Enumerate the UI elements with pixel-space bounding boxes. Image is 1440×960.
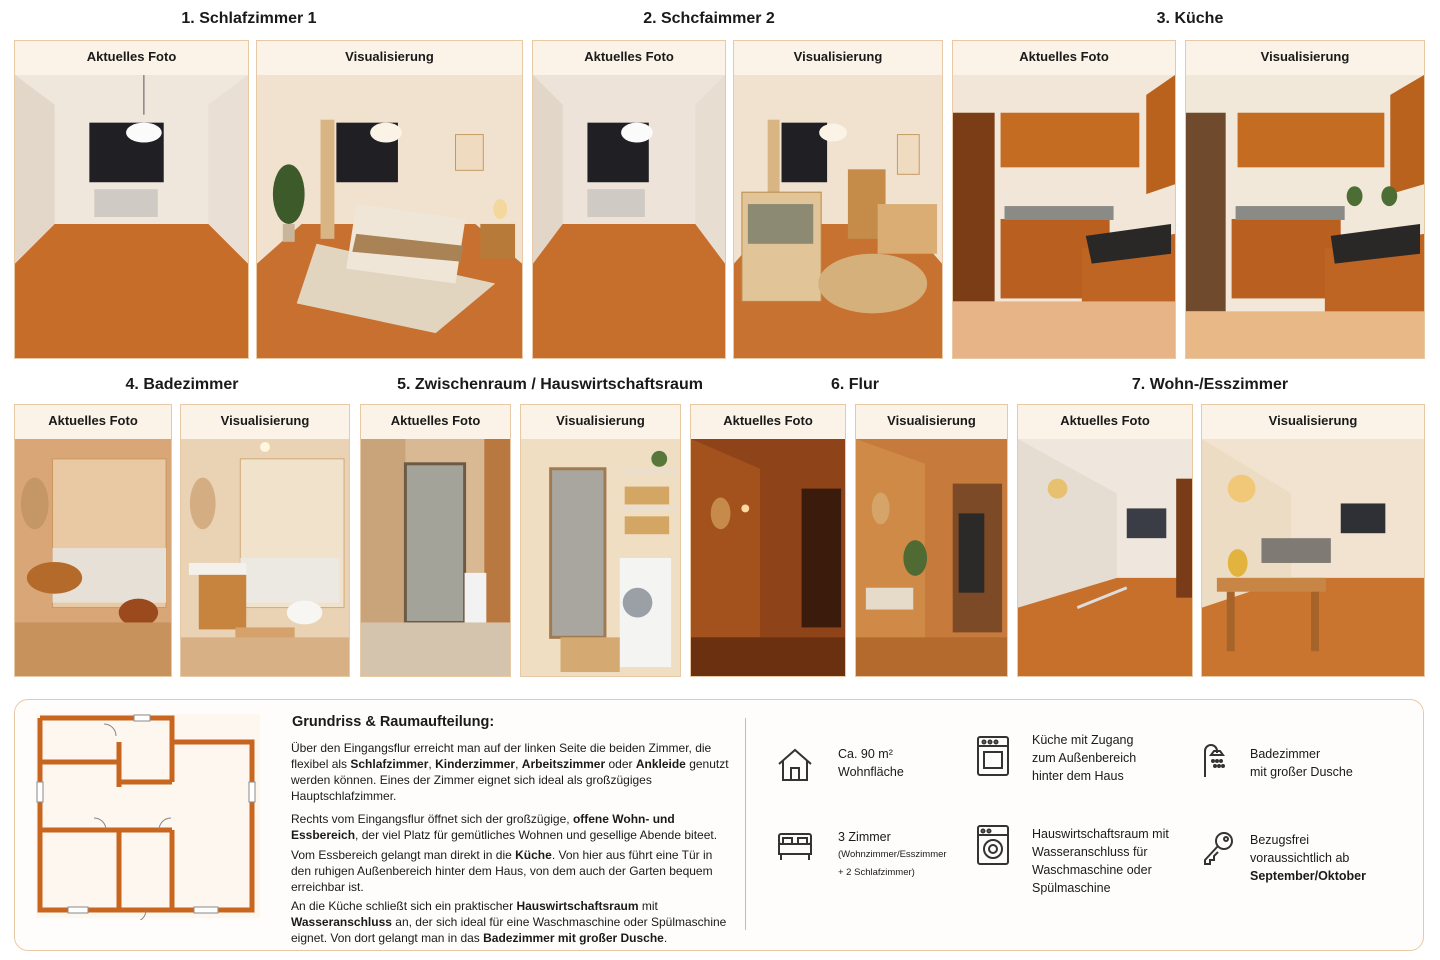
bathroom-actual-photo: [15, 439, 171, 676]
feature-rooms: [838, 828, 947, 882]
text-bold: Badezimmer mit großer Dusche: [483, 931, 664, 945]
feature-kitchen: [1032, 731, 1136, 785]
bedroom-2-visual-card[interactable]: [733, 40, 943, 359]
card-label-actual: Aktuelles Foto: [1060, 413, 1150, 428]
text-bold: Schlafzimmer: [350, 757, 429, 771]
card-label-visual: Visualisierung: [793, 49, 883, 64]
bedroom-1-visual-photo: [257, 75, 522, 358]
room-title-bathroom: 4. Badezimmer: [125, 376, 239, 393]
panel-divider: [745, 718, 746, 930]
utility-actual-card[interactable]: [360, 404, 511, 677]
card-label-visual: Visualisierung: [220, 413, 310, 428]
floor-plan-title: Grundriss & Raumaufteilung:: [292, 714, 495, 730]
feature-line: voraussichtlich ab: [1250, 851, 1350, 865]
room-title-bedroom-1: 1. Schlafzimmer 1: [181, 10, 317, 27]
text: .: [663, 931, 668, 945]
room-title-utility: 5. Zwischenraum / Hauswirtschaftsraum: [397, 376, 703, 393]
living-actual-photo: [1018, 439, 1192, 676]
feature-bathroom: [1250, 745, 1353, 781]
feature-line: Wasseranschluss für: [1032, 845, 1148, 859]
feature-line: Ca. 90 m²: [838, 747, 893, 761]
card-label-actual: Aktuelles Foto: [1019, 49, 1109, 64]
bathroom-actual-card[interactable]: [14, 404, 172, 677]
text-bold: Küche: [515, 848, 552, 862]
feature-line-small: + 2 Schlafzimmer): [838, 867, 915, 878]
feature-line: Badezimmer: [1250, 747, 1321, 761]
paragraph-rooms: [291, 740, 731, 804]
living-visual-card[interactable]: [1201, 404, 1425, 677]
text: . Von hier aus führt eine Tür in den ruhigen Außenbereich hinter dem Haus, von dem auch der Garten bequem erreichbar ist.: [291, 848, 713, 894]
card-label-visual: Visualisierung: [887, 413, 976, 428]
card-label-visual: Visualisierung: [1268, 413, 1358, 428]
key-icon: [1201, 830, 1235, 866]
card-label-visual: Visualisierung: [556, 413, 645, 428]
text-bold: offene Wohn- und Essbereich: [291, 812, 675, 842]
paragraph-kitchen: [291, 847, 731, 895]
card-label-actual: Aktuelles Foto: [723, 413, 813, 428]
kitchen-actual-photo: [953, 75, 1175, 358]
text: ,: [428, 757, 436, 771]
feature-line: Waschmaschine oder: [1032, 863, 1152, 877]
room-title-hallway: 6. Flur: [830, 376, 879, 393]
utility-actual-photo: [361, 439, 510, 676]
text: ,: [515, 757, 522, 771]
house-icon: [776, 747, 814, 783]
paragraph-utility: [291, 898, 731, 946]
text: an, der sich ideal für eine Waschmaschine oder Spülmaschine eignet. Von dort gelangt man in das: [291, 915, 727, 945]
text: genutzt werden können. Eines der Zimmer eignet sich ideal als großzügiges Hauptschlafzimmer.: [291, 757, 729, 803]
hallway-visual-photo: [856, 439, 1007, 676]
feature-line: Bezugsfrei: [1250, 833, 1310, 847]
feature-line: Hauswirtschaftsraum mit: [1032, 827, 1169, 841]
feature-line: mit großer Dusche: [1250, 765, 1353, 779]
card-label-visual: Visualisierung: [345, 49, 434, 64]
stove-icon: [976, 735, 1010, 777]
text: An die Küche schließt sich ein praktischer: [291, 899, 517, 913]
text-bold: Kinderzimmer: [435, 757, 516, 771]
text-bold: Hauswirtschaftsraum: [516, 899, 639, 913]
text: mit: [638, 899, 658, 913]
text: Über den Eingangsflur erreicht man auf der linken Seite die beiden Zimmer, die flexibel als: [291, 741, 712, 771]
utility-visual-photo: [521, 439, 680, 676]
room-title-living: 7. Wohn-/Esszimmer: [1131, 376, 1289, 393]
hallway-visual-card[interactable]: [855, 404, 1008, 677]
feature-utility: [1032, 825, 1169, 897]
hallway-actual-card[interactable]: [690, 404, 846, 677]
washing-machine-icon: [976, 824, 1010, 866]
card-label-actual: Aktuelles Foto: [48, 413, 138, 428]
card-label-actual: Aktuelles Foto: [390, 413, 481, 428]
bedroom-2-actual-card[interactable]: [532, 40, 726, 359]
bedroom-2-visual-photo: [734, 75, 942, 358]
feature-line-small: (Wohnzimmer/Esszimmer: [838, 849, 947, 860]
feature-move-in: [1250, 831, 1366, 885]
hallway-actual-photo: [691, 439, 845, 676]
feature-line: Wohnfläche: [838, 765, 904, 779]
feature-line: 3 Zimmer: [838, 830, 891, 844]
living-actual-card[interactable]: [1017, 404, 1193, 677]
text: Rechts vom Eingangsflur öffnet sich der großzügige,: [291, 812, 573, 826]
bathroom-visual-card[interactable]: [180, 404, 350, 677]
text-bold: Ankleide: [635, 757, 686, 771]
feature-line-bold: September/Oktober: [1250, 869, 1367, 883]
text: , der viel Platz für gemütliches Wohnen und gesellige Abende biteet.: [355, 828, 718, 842]
bathroom-visual-photo: [181, 439, 349, 676]
bedroom-1-actual-photo: [15, 75, 248, 358]
bedroom-2-actual-photo: [533, 75, 725, 358]
feature-area: [838, 745, 904, 781]
feature-line: Spülmaschine: [1032, 881, 1111, 895]
feature-line: hinter dem Haus: [1032, 769, 1124, 783]
shower-icon: [1201, 743, 1229, 779]
living-visual-photo: [1202, 439, 1424, 676]
text-bold: Wasseranschluss: [291, 915, 392, 929]
kitchen-actual-card[interactable]: [952, 40, 1176, 359]
utility-visual-card[interactable]: [520, 404, 681, 677]
room-title-kitchen: 3. Küche: [1156, 10, 1224, 27]
kitchen-visual-card[interactable]: [1185, 40, 1425, 359]
bedroom-1-actual-card[interactable]: [14, 40, 249, 359]
feature-line: Küche mit Zugang: [1032, 733, 1134, 747]
room-title-bedroom-2: 2. Schcfaimmer 2: [643, 10, 775, 27]
kitchen-visual-photo: [1186, 75, 1424, 358]
bed-icon: [776, 830, 814, 862]
text: oder: [605, 757, 636, 771]
card-label-visual: Visualisierung: [1260, 49, 1350, 64]
card-label-actual: Aktuelles Foto: [584, 49, 674, 64]
floor-plan: [34, 712, 262, 925]
bedroom-1-visual-card[interactable]: [256, 40, 523, 359]
paragraph-living: [291, 811, 731, 843]
text: Vom Essbereich gelangt man direkt in die: [291, 848, 516, 862]
text-bold: Arbeitszimmer: [521, 757, 606, 771]
feature-line: zum Außenbereich: [1032, 751, 1137, 765]
card-label-actual: Aktuelles Foto: [86, 49, 177, 64]
